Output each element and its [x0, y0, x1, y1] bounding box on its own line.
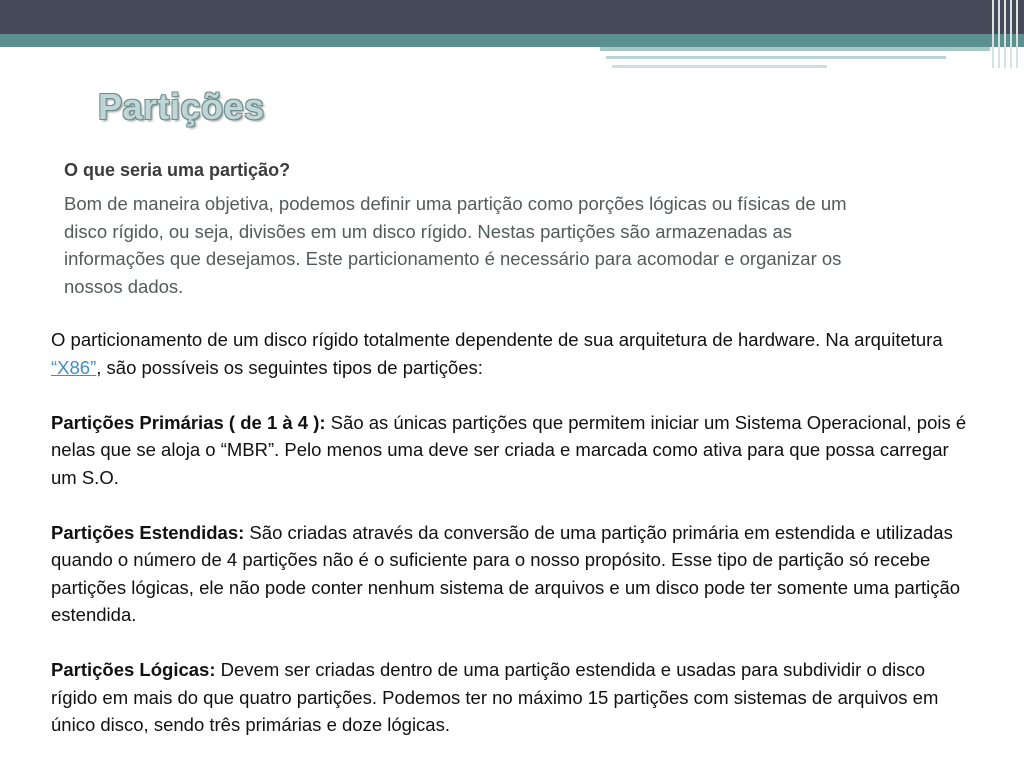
logicas-text: Devem ser criadas dentro de uma partição estendida e usadas para subdividir o disco rígido em mais do que quatro partições. Podemos ter no máximo 15 partições com sistemas de arquivos em único disco, sendo três primárias e doze lógicas. — [51, 659, 939, 735]
estendidas-label: Partições Estendidas: — [51, 521, 245, 543]
body-text — [51, 326, 971, 739]
header-stripe — [992, 0, 994, 68]
header-stripe — [1010, 0, 1012, 68]
intro-paragraph: Bom de maneira objetiva, podemos definir uma partição como porções lógicas ou físicas de um disco rígido, ou seja, divisões em um disco rígido. Nestas partições são armazenadas as informações que desejamos. Este particionamento é necessário para acomodar e organizar os nossos dados. — [64, 193, 847, 297]
header-stripe — [998, 0, 1000, 68]
architecture-text: O particionamento de um disco rígido totalmente dependente de sua arquitetura de hardware. Na arquitetura — [51, 329, 943, 350]
x86-link[interactable]: “X86” — [51, 356, 97, 378]
header-dark-bar — [0, 0, 1024, 34]
primarias-text: São as únicas partições que permitem iniciar um Sistema Operacional, pois é nelas que se aloja o “MBR”. Pelo menos uma deve ser criada e marcada como ativa para que possa carregar um S.O. — [51, 411, 967, 488]
header-accent-line — [606, 56, 946, 59]
architecture-text-end: , são possíveis os seguintes tipos de partições: — [96, 356, 483, 378]
logicas-paragraph — [51, 656, 971, 739]
estendidas-text: São criadas através da conversão de uma partição primária em estendida e utilizadas quando o número de 4 partições não é o suficiente para o nosso propósito. Esse tipo de partição só recebe partições lógicas, ele não pode conter nenhum sistema de arquivos e um disco pode ter somente uma partição estendida. — [51, 521, 961, 625]
header-accent-line — [612, 65, 827, 68]
logicas-label: Partições Lógicas: — [51, 659, 216, 680]
primarias-paragraph — [51, 409, 971, 492]
header-accent-line — [600, 47, 990, 51]
header-stripe — [1004, 0, 1006, 68]
header-teal-bar — [0, 34, 1024, 47]
primarias-label: Partições Primárias ( de 1 à 4 ): — [51, 411, 326, 433]
slide-title: Partições — [98, 86, 265, 127]
architecture-paragraph — [51, 326, 971, 381]
question-heading: O que seria uma partição? — [64, 160, 291, 180]
estendidas-paragraph — [51, 519, 971, 629]
header-stripe — [1016, 0, 1018, 68]
